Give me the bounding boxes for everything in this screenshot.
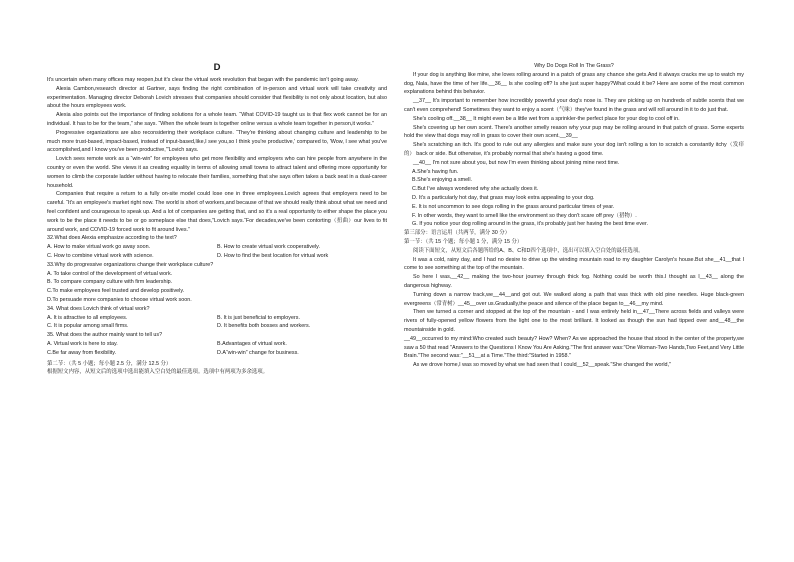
option-b[interactable]: B. How to create virtual work cooperatively. xyxy=(217,244,320,251)
question-stem: 32.What does Alexia emphasize according to the text? xyxy=(47,235,177,242)
paragraph: Then we turned a corner and stopped at the top of the mountain - and I was entirely held in__47__There across fields and valleys were rivers of fully-opened yellow flowers from the light one to the most brilliant. It looked as though the sun had tipped over and__48__the mountainside in gold. xyxy=(404,309,744,333)
paragraph: Lovich sees remote work as a “win-win” for employees who get more flexibility and employers who can hire people from anywhere in the country or even the world. She views it as creating equality in terms of allowing small towns to attract talent and offering more opportunity for women to climb the corporate ladder without having to relocate their families, something that she says often takes a back seat in a dual-career household. xyxy=(47,156,387,189)
option-b[interactable]: B. It is just beneficial to employers. xyxy=(217,314,300,321)
option-c[interactable]: C.But I've always wondered why she actually does it. xyxy=(412,186,539,193)
option-a[interactable]: A.She's having fun. xyxy=(412,168,459,175)
right-column xyxy=(404,62,744,370)
section-instruction: 根据短文内容，从短文后的选项中选出能填入空白处的最佳选项。选项中有两项为多余选项。 xyxy=(47,369,269,376)
option-a[interactable]: A. How to make virtual work go away soon. xyxy=(47,244,151,251)
option-d[interactable]: D.A“win-win” change for business. xyxy=(217,349,299,356)
question-stem: 35. What does the author mainly want to tell us? xyxy=(47,332,163,339)
section-header: 第二节：（共 5 小题；每小题 2.5 分，满分 12.5 分） xyxy=(47,360,172,367)
passage-d-heading: D xyxy=(213,62,221,73)
paragraph: Alexia also points out the importance of finding solutions for a whole team. “What COVID-19 taught us is that flex work cannot be for an individual. It has to be for the team,” she says. “When the whole team is together online versus a whole team together in person,it works.” xyxy=(47,112,387,127)
option-d[interactable]: D. It's a particularly hot day, that grass may look extra appealing to your dog. xyxy=(412,194,595,201)
option-a[interactable]: A. To take control of the development of virtual work. xyxy=(47,270,173,277)
paragraph: It was a cold, rainy day, and I had no desire to drive up the winding mountain road to my daughter Carolyn's house.But she__41__that I come to see something at the top of the mountain. xyxy=(404,256,744,272)
section-header: 第一节：（共 15 个题；每小题 1 分，满分 15 分） xyxy=(404,238,523,245)
option-b[interactable]: B.She's enjoying a smell. xyxy=(412,177,473,184)
option-g[interactable]: G. If you notice your dog rolling around in the grass, it's probably just her having the best time ever. xyxy=(412,221,648,228)
option-d[interactable]: D.To persuade more companies to choose virtual work soon. xyxy=(47,296,192,303)
left-column xyxy=(47,62,387,377)
paragraph: Turning down a narrow track,we__44__and got out. We walked along a path that was thick with old pine needles. Huge black-green evergreens（常青树）__45__over us.Gradually,the peace and silence of the place began to__46__my mind. xyxy=(404,291,744,307)
option-f[interactable]: F. In other words, they want to smell like the environment so they don't scare off prey（猎物）. xyxy=(412,212,637,219)
question-35 xyxy=(47,331,387,357)
option-d[interactable]: D. It benefits both bosses and workers. xyxy=(217,323,311,330)
option-a[interactable]: A. It is attractive to all employees. xyxy=(47,314,128,321)
paragraph: __49__occurred to my mind:Who created such beauty? How? When? As we approached the house that stood in the center of the property,we saw a 50 that read "Answers to the Questions I Know You Are Asking."The first answer was:"One Woman-Two Hands,Two Feet,and Very Little Brain."The second was:"__51__at a Time."The third:"Started in 1958." xyxy=(404,335,744,360)
section-instruction: 阅读下面短文，从短文后各题所给的A、B、C和D四个选项中，选出可以填入空白处的最佳选项。 xyxy=(413,247,644,254)
option-b[interactable]: B. To compare company culture with firm leadership. xyxy=(47,279,173,286)
question-34 xyxy=(47,305,387,331)
question-stem: 33.Why do progressive organizations change their workplace culture? xyxy=(47,261,214,268)
option-d[interactable]: D. How to find the best location for virtual work xyxy=(217,252,329,259)
option-a[interactable]: A. Virtual work is here to stay. xyxy=(47,340,118,347)
paragraph: She's cooling off.__38__ It might even be a little wet from a sprinkler-the perfect place for your dog to cool off in. xyxy=(413,115,680,122)
paragraph: She's covering up her own scent. There's another smelly reason why your pup may be rolling around in that patch of grass. Some experts hold the view that dogs may roll in grass to cover their own scent.__39__ xyxy=(404,124,744,140)
paragraph: __40__ I'm not sure about you, but now I'm even thinking about joining mine next time. xyxy=(413,159,620,166)
question-32 xyxy=(47,234,387,260)
paragraph: __37__ It's important to remember how incredibly powerful your dog's nose is. They are picking up on hundreds of subtle scents that we can't even comprehend! Sometimes they want to enjoy a scent（气味）they've found in the grass and will roll around in it to do just that. xyxy=(404,98,744,113)
option-c[interactable]: C.To make employees feel trusted and develop positively. xyxy=(47,288,185,295)
paragraph: Progressive organizations are also reconsidering their workplace culture. “They're thinking about changing culture and leadership to be much more trust-based, impact-based, instead of input-based,like,I see you,so I think you're productive,' compared to, 'Wow, I see what you've accomplished,and I know you've been productive,'”Lovich says. xyxy=(47,129,387,154)
passage-title: Why Do Dogs Roll In The Grass? xyxy=(534,63,614,69)
grass-options xyxy=(404,168,744,230)
paragraph: Alexia Cambon,research director at Gartner, says finding the right combination of in-person and virtual work will take creativity and experimentation. Managing director Deborah Lovich stresses that companies should consider that flexibility is not only about location, but also about the hours employees work. xyxy=(47,85,387,110)
paragraph: If your dog is anything like mine, she loves rolling around in a patch of grass any chance she gets.And it always cracks me up to watch my dog, Nala, have the time of her life.__36__ Is she cooling off? Is she just super happy?What could it be? Here are some of the most common explanations behind this behavior. xyxy=(404,71,744,96)
paragraph: As we drove home,I was so moved by what we had seen that I could__52__speak."She changed the world," xyxy=(413,362,671,369)
part-header: 第三部分：语言运用（共两节，满分 30 分） xyxy=(404,230,511,237)
paragraph: It's uncertain when many offices may reopen,but it's clear the virtual work revolution that began with the pandemic isn't going away. xyxy=(47,77,359,83)
question-33 xyxy=(47,261,387,305)
option-e[interactable]: E. It is not uncommon to see dogs rolling in the grass around particular times of year. xyxy=(412,203,615,210)
option-c[interactable]: C. It is popular among small firms. xyxy=(47,323,129,330)
option-b[interactable]: B.Advantages of virtual work. xyxy=(217,340,287,347)
option-c[interactable]: C. How to combine virtual work with science. xyxy=(47,252,154,259)
paragraph: She's scratching an itch. It's good to rule out any allergies and make sure your dog isn't rolling a ton to scratch a constantly itchy（发痒的） back or side. But otherwise, it's probably normal that she's having a good time. xyxy=(404,142,744,157)
question-stem: 34. What does Lovich think of virtual work? xyxy=(47,305,150,312)
paragraph: So here I was,__42__ making the two-hour journey through thick fog. Nothing could be worth this.I thought as I__43__ along the dangerous highway. xyxy=(404,274,744,289)
paragraph: Companies that require a return to a fully on-site model could lose one in three employees.Lovich agrees that employers need to be careful. “It's an employee's market right now. The world is short of workers,and because of that we should really think about what we need and feel confident and courageous to speak up. And a lot of companies are getting that, and so it's a real opportunity to either shape the place you work to be the place it needs to be or go someplace else that does,”Lovich says.“For decades,we've been contorting（扭曲）our lives to fit around work, and COVID-19 forced work to fit around lives.” xyxy=(47,191,387,233)
option-c[interactable]: C.Be far away from flexibility. xyxy=(47,349,117,356)
